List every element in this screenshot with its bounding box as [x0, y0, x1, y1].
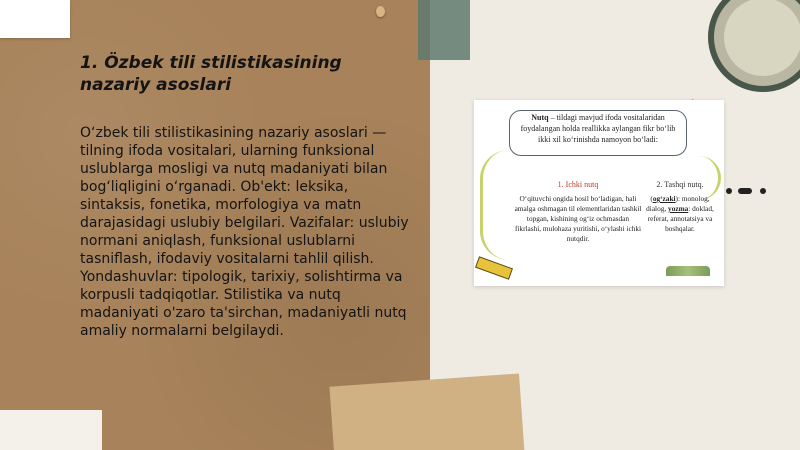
grass-decoration — [666, 266, 710, 276]
inner-speech-text: O‘qituvchi ongida hosil bo‘ladigan, hali amalga oshmagan til elementlaridan tashkil topgan, kishining og‘iz ochmasdan fikrlashi, mulohaza yuritishi, o‘ylashi ichki nutqdir. — [514, 194, 642, 243]
tape-strip — [418, 0, 470, 60]
written-label: yozma — [668, 204, 689, 213]
dots-decoration — [726, 188, 776, 194]
outer-speech-title: 2. Tashqi nutq. — [656, 180, 704, 189]
speech-diagram-card — [474, 100, 724, 286]
oral-label: og‘zaki — [652, 194, 676, 203]
slide-title: 1. Özbek tili stilistikasining nazariy asoslari — [80, 53, 342, 95]
paper-scrap-top-left — [0, 0, 70, 38]
slide-body-text: O‘zbek tili stilistikasining nazariy asoslari — tilning ifoda vositalari, ularning funksional uslublarga mosligi va nutq madaniyati bilan bog‘liqligini o‘rganadi. Ob'ekt: leksika, sintaksis, fonetika, morfologiya va matn darajasidagi uslubiy belgilari. Vazifalar: uslubiy normani aniqlash, funksional uslublarni tasniflash, ifodaviy vositalarni tahlil qilish. Yondashuvlar: tipologik, tarixiy, solishtirma va korpusli tadqiqotlar. Stilistika va nutq madaniyati o'zaro ta'sirchan, madaniyatli nutq amaliy normalarni belgilaydi. — [80, 125, 409, 339]
oral-types: monolog, dialog, — [646, 194, 710, 213]
curved-arrow-icon — [480, 150, 509, 260]
push-pin-icon — [376, 6, 385, 17]
written-types: : doklad, referat, annotatsiya va boshqalar. — [647, 204, 714, 233]
outer-speech-text: (og‘zaki): monolog, dialog, yozma: doklad, referat, annotatsiya va boshqalar. — [646, 194, 714, 233]
definition-body: – tildagi mavjud ifoda vositalaridan foydalangan holda reallikka aylangan fikr bo‘lib ikki xil ko‘rinishda namoyon bo‘ladi: — [520, 113, 676, 144]
paper-scrap-bottom-left — [0, 410, 102, 450]
paper-scrap-bottom — [329, 373, 524, 450]
inner-speech-title: 1. Ichki nutq — [557, 180, 599, 189]
definition-lead: Nutq — [531, 113, 549, 122]
definition-text — [517, 112, 679, 145]
